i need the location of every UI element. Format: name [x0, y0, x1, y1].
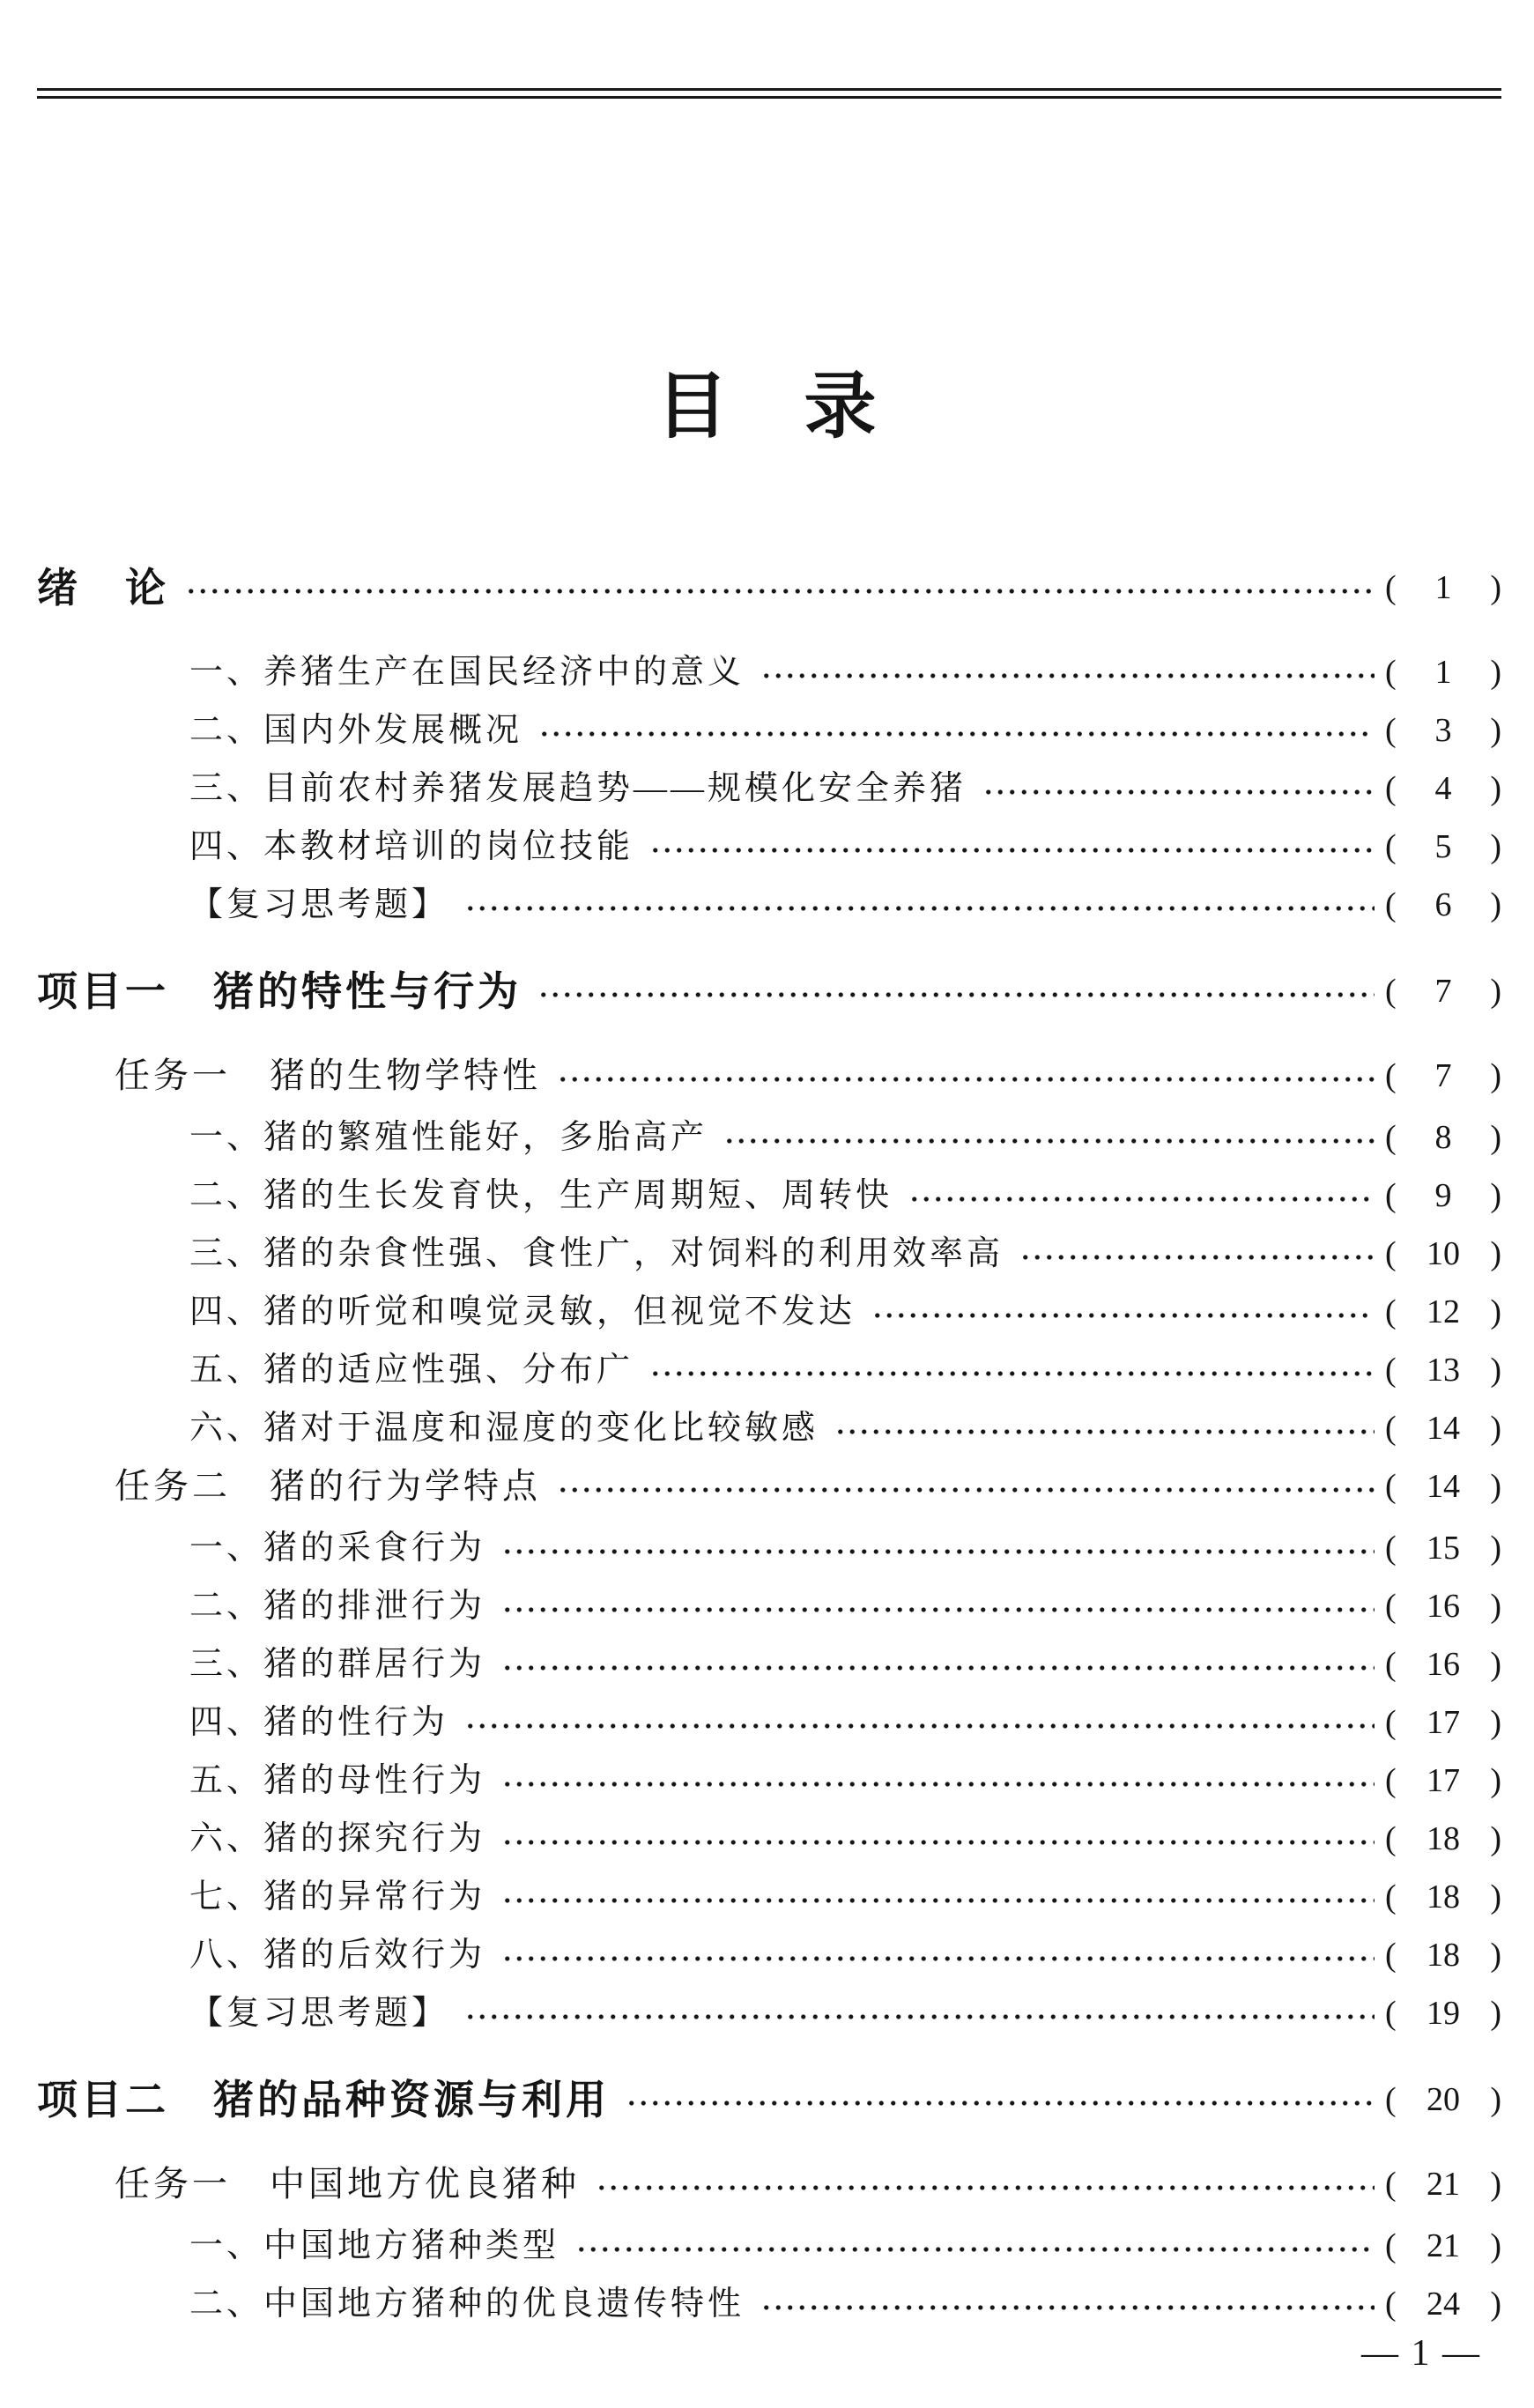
paren-open: (	[1385, 1704, 1397, 1741]
paren-open: (	[1385, 1646, 1397, 1683]
page-number	[1385, 1997, 1501, 2030]
toc-entry-item	[37, 2275, 1501, 2333]
toc-entry-task	[37, 2155, 1501, 2213]
page-number-value: 12	[1427, 1293, 1460, 1330]
paren-close: )	[1490, 1530, 1501, 1567]
dot-leader	[723, 1136, 1375, 1146]
page-number-value: 7	[1434, 973, 1452, 1010]
page-number-value: 21	[1427, 2227, 1460, 2264]
paren-close: )	[1490, 1410, 1501, 1447]
page-number-value: 18	[1427, 1878, 1460, 1915]
paren-close: )	[1490, 1646, 1501, 1683]
toc-entry-item	[37, 1225, 1501, 1283]
paren-close: )	[1490, 2081, 1501, 2118]
toc-entry-item	[37, 1984, 1501, 2042]
toc-entry-item	[37, 1693, 1501, 1752]
page-number-value: 15	[1427, 1530, 1460, 1567]
toc-entry-item	[37, 643, 1501, 701]
paren-open: (	[1385, 1293, 1397, 1330]
paren-open: (	[1385, 1937, 1397, 1974]
page-number	[1385, 1648, 1501, 1681]
toc-entry-label: 七、猪的异常行为	[189, 1878, 486, 1915]
page-number-value: 4	[1434, 770, 1452, 807]
paren-open: (	[1385, 654, 1397, 691]
toc-entry-label: 六、猪的探究行为	[189, 1820, 486, 1857]
dot-leader	[760, 2302, 1375, 2313]
paren-open: (	[1385, 712, 1397, 749]
toc-entry-item	[37, 818, 1501, 876]
page-number	[1385, 1353, 1501, 1387]
toc-entry-label: 三、猪的群居行为	[189, 1646, 486, 1683]
toc-entry-label: 项目一 猪的特性与行为	[37, 968, 522, 1014]
page-number-value: 14	[1427, 1468, 1460, 1505]
page-number	[1385, 1880, 1501, 1914]
paren-open: (	[1385, 1177, 1397, 1214]
toc-entry-label: 绪 论	[37, 565, 169, 611]
dot-leader	[596, 2182, 1375, 2193]
dot-leader	[185, 586, 1375, 596]
dot-leader	[464, 2012, 1375, 2022]
header-double-rule	[37, 88, 1501, 99]
toc-entry-label: 六、猪对于温度和湿度的变化比较敏感	[189, 1410, 819, 1447]
page-number-value: 18	[1427, 1820, 1460, 1857]
page-number	[1385, 714, 1501, 747]
page-number	[1385, 772, 1501, 805]
dot-leader	[649, 1368, 1375, 1379]
toc-entry-item	[37, 876, 1501, 934]
toc-entry-label: 一、猪的繁殖性能好，多胎高产	[189, 1119, 708, 1156]
paren-close: )	[1490, 1820, 1501, 1857]
toc-entry-item	[37, 1810, 1501, 1868]
dot-leader	[501, 1604, 1375, 1615]
page-number	[1385, 1121, 1501, 1154]
paren-open: (	[1385, 1119, 1397, 1156]
dot-leader	[501, 1663, 1375, 1673]
toc-entry-label: 任务一 猪的生物学特性	[115, 1056, 541, 1095]
toc-entry-task	[37, 1457, 1501, 1515]
toc-entry-item	[37, 1167, 1501, 1225]
page-number	[1385, 2083, 1501, 2116]
toc-entry-label: 五、猪的母性行为	[189, 1762, 486, 1799]
toc-entry-label: 一、猪的采食行为	[189, 1530, 486, 1567]
page-number-value: 6	[1434, 886, 1452, 923]
paren-open: (	[1385, 886, 1397, 923]
paren-open: (	[1385, 973, 1397, 1010]
page-number-value: 5	[1434, 828, 1452, 865]
paren-open: (	[1385, 1410, 1397, 1447]
page-number-value: 17	[1427, 1704, 1460, 1741]
paren-close: )	[1490, 712, 1501, 749]
paren-open: (	[1385, 1530, 1397, 1567]
paren-close: )	[1490, 1762, 1501, 1799]
page-number	[1385, 571, 1501, 604]
toc-list	[37, 530, 1501, 2333]
toc-entry-item	[37, 1283, 1501, 1341]
footer-page-number: — 1 —	[1361, 2333, 1481, 2374]
page-number-value: 8	[1434, 1119, 1452, 1156]
paren-close: )	[1490, 1937, 1501, 1974]
paren-open: (	[1385, 828, 1397, 865]
page-number-value: 16	[1427, 1646, 1460, 1683]
page-number	[1385, 1179, 1501, 1212]
page-number-value: 21	[1427, 2166, 1460, 2203]
page-title: 目 录	[656, 366, 878, 447]
dot-leader	[649, 845, 1375, 856]
dot-leader	[982, 787, 1375, 797]
page-number	[1385, 2229, 1501, 2263]
toc-entry-chapter	[37, 962, 1501, 1020]
toc-entry-label: 四、猪的性行为	[189, 1704, 449, 1741]
paren-open: (	[1385, 2081, 1397, 2118]
paren-open: (	[1385, 2286, 1397, 2323]
toc-entry-item	[37, 1635, 1501, 1693]
paren-close: )	[1490, 1704, 1501, 1741]
toc-entry-label: 四、猪的听觉和嗅觉灵敏，但视觉不发达	[189, 1293, 856, 1330]
page-number-value: 20	[1427, 2081, 1460, 2118]
paren-close: )	[1490, 569, 1501, 606]
page-number-value: 9	[1434, 1177, 1452, 1214]
toc-entry-chapter	[37, 2071, 1501, 2129]
dot-leader	[501, 1779, 1375, 1789]
paren-open: (	[1385, 2227, 1397, 2264]
toc-entry-item	[37, 1519, 1501, 1577]
dot-leader	[464, 903, 1375, 914]
page-number	[1385, 1822, 1501, 1856]
toc-entry-label: 一、中国地方猪种类型	[189, 2227, 560, 2264]
toc-entry-item	[37, 1752, 1501, 1810]
paren-close: )	[1490, 2227, 1501, 2264]
toc-entry-item	[37, 1926, 1501, 1984]
toc-entry-label: 项目二 猪的品种资源与利用	[37, 2077, 610, 2123]
dot-leader	[908, 1194, 1375, 1204]
paren-close: )	[1490, 828, 1501, 865]
page-number	[1385, 2167, 1501, 2201]
page-number	[1385, 1589, 1501, 1623]
page-number	[1385, 1295, 1501, 1329]
paren-open: (	[1385, 569, 1397, 606]
page-number	[1385, 2287, 1501, 2321]
page-number-value: 24	[1427, 2286, 1460, 2323]
dot-leader	[538, 729, 1375, 739]
paren-open: (	[1385, 1995, 1397, 2032]
dot-leader	[834, 1426, 1375, 1437]
dot-leader	[501, 1953, 1375, 1964]
dot-leader	[537, 989, 1375, 1000]
page-number-value: 10	[1427, 1235, 1460, 1272]
paren-open: (	[1385, 770, 1397, 807]
toc-entry-label: 任务一 中国地方优良猪种	[115, 2164, 580, 2204]
paren-close: )	[1490, 1177, 1501, 1214]
paren-open: (	[1385, 1468, 1397, 1505]
paren-close: )	[1490, 2286, 1501, 2323]
page-number	[1385, 1059, 1501, 1093]
page-number-value: 18	[1427, 1937, 1460, 1974]
paren-close: )	[1490, 1588, 1501, 1625]
dot-leader	[464, 1721, 1375, 1731]
page-number-value: 13	[1427, 1352, 1460, 1389]
dot-leader	[1019, 1252, 1375, 1263]
dot-leader	[501, 1895, 1375, 1906]
paren-close: )	[1490, 1468, 1501, 1505]
paren-open: (	[1385, 2166, 1397, 2203]
toc-entry-item	[37, 1868, 1501, 1926]
page-number	[1385, 1237, 1501, 1271]
paren-close: )	[1490, 1352, 1501, 1389]
paren-close: )	[1490, 1235, 1501, 1272]
toc-entry-label: 二、猪的排泄行为	[189, 1588, 486, 1625]
page-number-value: 14	[1427, 1410, 1460, 1447]
dot-leader	[501, 1837, 1375, 1848]
toc-entry-item	[37, 2217, 1501, 2275]
dot-leader	[575, 2244, 1375, 2255]
page-number-value: 1	[1434, 654, 1452, 691]
paren-close: )	[1490, 1119, 1501, 1156]
dot-leader	[501, 1546, 1375, 1557]
paren-open: (	[1385, 1878, 1397, 1915]
paren-close: )	[1490, 1057, 1501, 1094]
page-number	[1385, 1531, 1501, 1565]
dot-leader	[760, 671, 1375, 681]
toc-entry-label: 【复习思考题】	[189, 1995, 449, 2032]
paren-close: )	[1490, 770, 1501, 807]
page-number	[1385, 888, 1501, 922]
toc-entry-label: 二、猪的生长发育快，生产周期短、周转快	[189, 1177, 893, 1214]
page-number	[1385, 656, 1501, 689]
toc-entry-task	[37, 1047, 1501, 1105]
paren-close: )	[1490, 2166, 1501, 2203]
toc-entry-label: 八、猪的后效行为	[189, 1937, 486, 1974]
page-number-value: 19	[1427, 1995, 1460, 2032]
toc-entry-label: 三、目前农村养猪发展趋势——规模化安全养猪	[189, 770, 967, 807]
toc-entry-item	[37, 701, 1501, 759]
page-number-value: 7	[1434, 1057, 1452, 1094]
page-number-value: 3	[1434, 712, 1452, 749]
paren-open: (	[1385, 1588, 1397, 1625]
toc-entry-chapter	[37, 559, 1501, 617]
toc-entry-label: 任务二 猪的行为学特点	[115, 1466, 541, 1506]
dot-leader	[626, 2098, 1375, 2108]
paren-close: )	[1490, 654, 1501, 691]
page-number-value: 17	[1427, 1762, 1460, 1799]
paren-close: )	[1490, 1293, 1501, 1330]
dot-leader	[557, 1074, 1375, 1085]
paren-open: (	[1385, 1235, 1397, 1272]
page-number	[1385, 1411, 1501, 1445]
toc-entry-label: 【复习思考题】	[189, 886, 449, 923]
toc-entry-item	[37, 1577, 1501, 1635]
page-number	[1385, 1706, 1501, 1739]
toc-entry-label: 四、本教材培训的岗位技能	[189, 828, 634, 865]
page-number	[1385, 1470, 1501, 1503]
dot-leader	[871, 1310, 1375, 1321]
page-number	[1385, 1938, 1501, 1972]
paren-close: )	[1490, 886, 1501, 923]
page-number-value: 1	[1434, 569, 1452, 606]
page-number	[1385, 830, 1501, 863]
paren-open: (	[1385, 1352, 1397, 1389]
paren-close: )	[1490, 1878, 1501, 1915]
page-number-value: 16	[1427, 1588, 1460, 1625]
toc-entry-item	[37, 759, 1501, 818]
paren-close: )	[1490, 973, 1501, 1010]
toc-entry-item	[37, 1399, 1501, 1457]
paren-close: )	[1490, 1995, 1501, 2032]
page-number	[1385, 974, 1501, 1008]
paren-open: (	[1385, 1762, 1397, 1799]
toc-entry-label: 五、猪的适应性强、分布广	[189, 1352, 634, 1389]
toc-entry-label: 二、国内外发展概况	[189, 712, 523, 749]
toc-entry-item	[37, 1108, 1501, 1167]
dot-leader	[557, 1485, 1375, 1495]
toc-entry-label: 三、猪的杂食性强、食性广，对饲料的利用效率高	[189, 1235, 1004, 1272]
paren-open: (	[1385, 1820, 1397, 1857]
toc-entry-label: 二、中国地方猪种的优良遗传特性	[189, 2286, 745, 2323]
toc-entry-item	[37, 1341, 1501, 1399]
page-number	[1385, 1764, 1501, 1797]
paren-open: (	[1385, 1057, 1397, 1094]
toc-entry-label: 一、养猪生产在国民经济中的意义	[189, 654, 745, 691]
